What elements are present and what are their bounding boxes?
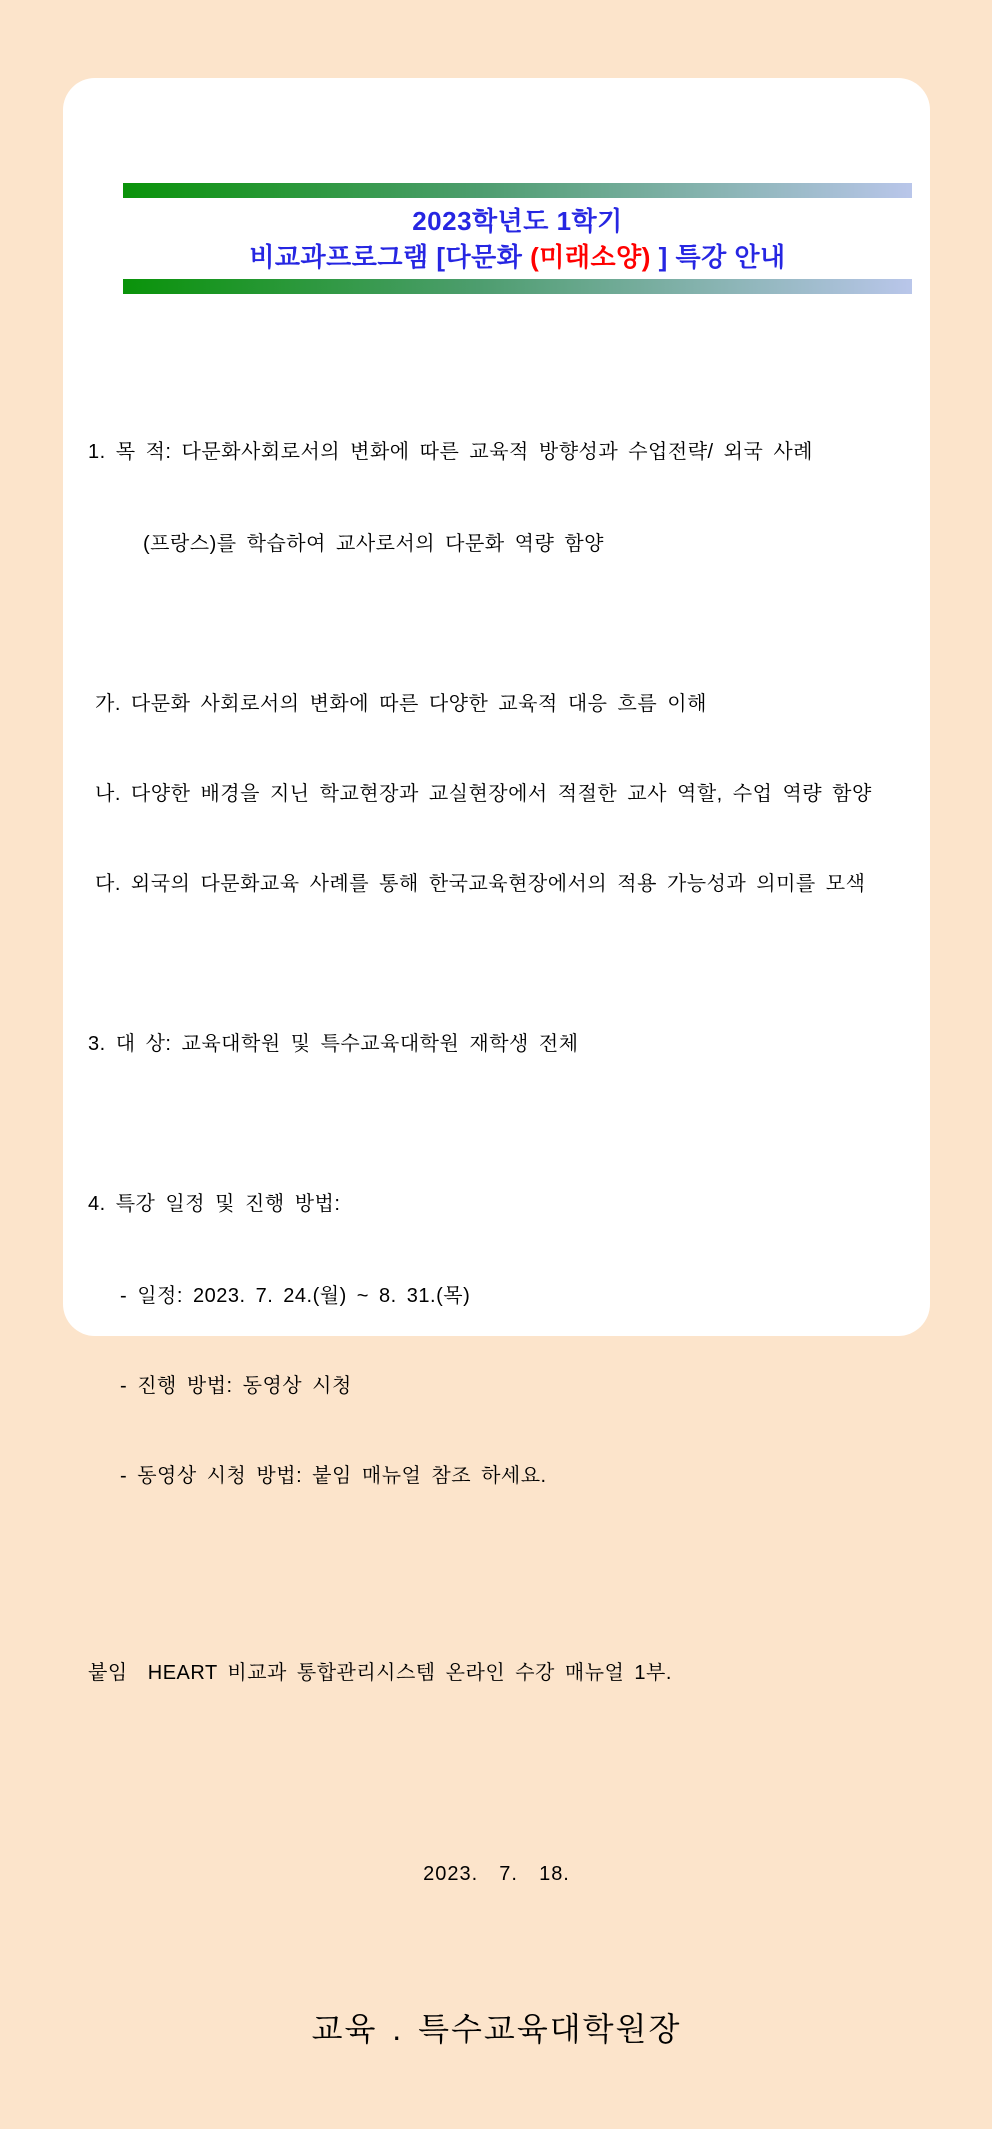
attachment-line: 붙임 HEART 비교과 통합관리시스템 온라인 수강 매뉴얼 1부.	[88, 1662, 672, 1684]
purpose-line-2: (프랑스)를 학습하여 교사로서의 다문화 역량 함양	[143, 533, 605, 555]
objective-item-ga: 가. 다문화 사회로서의 변화에 따른 다양한 교육적 대응 흐름 이해	[95, 693, 707, 715]
document-body	[63, 294, 930, 2129]
title-line-2-highlight: (미래소양)	[530, 242, 651, 272]
target-line: 3. 대 상: 교육대학원 및 특수교육대학원 재학생 전체	[88, 1033, 579, 1055]
objective-item-na: 나. 다양한 배경을 지닌 학교현장과 교실현장에서 적절한 교사 역할, 수업 역량 함양	[95, 783, 872, 805]
title-block	[123, 198, 912, 279]
schedule-heading: 4. 특강 일정 및 진행 방법:	[88, 1193, 341, 1215]
purpose-line-1: 1. 목 적: 다문화사회로서의 변화에 따른 교육적 방향성과 수업전략/ 외국 사례	[88, 441, 813, 463]
schedule-item-manual: - 동영상 시청 방법: 붙임 매뉴얼 참조 하세요.	[120, 1465, 547, 1487]
title-line-2	[123, 239, 912, 275]
schedule-item-method: - 진행 방법: 동영상 시청	[120, 1375, 352, 1397]
document-card	[63, 78, 930, 2047]
schedule-item-dates: - 일정: 2023. 7. 24.(월) ~ 8. 31.(목)	[120, 1285, 471, 1307]
title-line-2-suffix: ] 특강 안내	[650, 242, 786, 272]
title-line-2-prefix: 비교과프로그램 [다문화	[249, 242, 531, 272]
header-bottom-gradient-bar	[123, 279, 912, 294]
objective-item-da: 다. 외국의 다문화교육 사례를 통해 한국교육현장에서의 적용 가능성과 의미를 모색	[95, 873, 866, 895]
document-header	[123, 183, 912, 294]
header-top-gradient-bar	[123, 183, 912, 198]
date-line: 2023. 7. 18.	[423, 1863, 570, 1885]
signature-line: 교육 . 특수교육대학원장	[311, 2011, 682, 2047]
title-line-1: 2023학년도 1학기	[412, 206, 623, 236]
